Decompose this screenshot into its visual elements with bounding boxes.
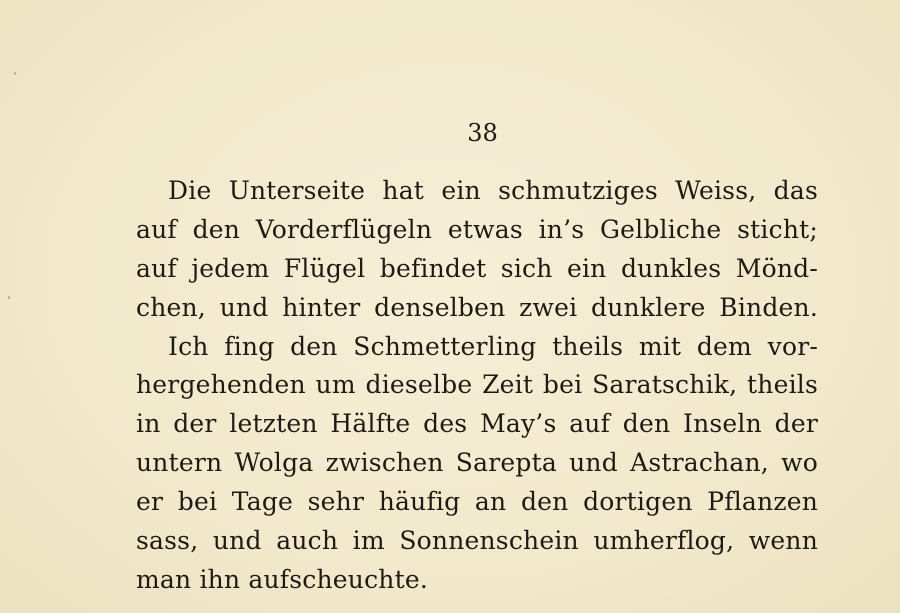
- text-line: Die Unterseite hat ein schmutziges Weiss, das: [168, 176, 818, 205]
- text-line: auf den Vorderflügeln etwas in’s Gelbliche sticht;: [136, 214, 818, 244]
- text-line: man ihn aufscheuchte.: [136, 564, 428, 594]
- text-line: er bei Tage sehr häufig an den dortigen Pflanzen: [136, 487, 818, 517]
- text-line: in der letzten Hälfte des May’s auf den Inseln der: [136, 409, 818, 439]
- text-line: hergehenden um dieselbe Zeit bei Saratschik, theils: [136, 370, 818, 400]
- body-text: [136, 172, 818, 600]
- text-line: auf jedem Flügel befindet sich ein dunkles Mönd-: [136, 253, 818, 283]
- text-line: untern Wolga zwischen Sarepta und Astrachan, wo: [136, 448, 818, 478]
- text-line: chen, und hinter denselben zwei dunklere Binden.: [136, 292, 818, 322]
- text-line: sass, und auch im Sonnenschein umherflog, wenn: [136, 526, 818, 556]
- paper-speck: [8, 296, 10, 299]
- page-number: 38: [467, 119, 498, 147]
- text-line: Ich fing den Schmetterling theils mit dem vor-: [168, 331, 818, 361]
- paper-speck: [14, 72, 16, 75]
